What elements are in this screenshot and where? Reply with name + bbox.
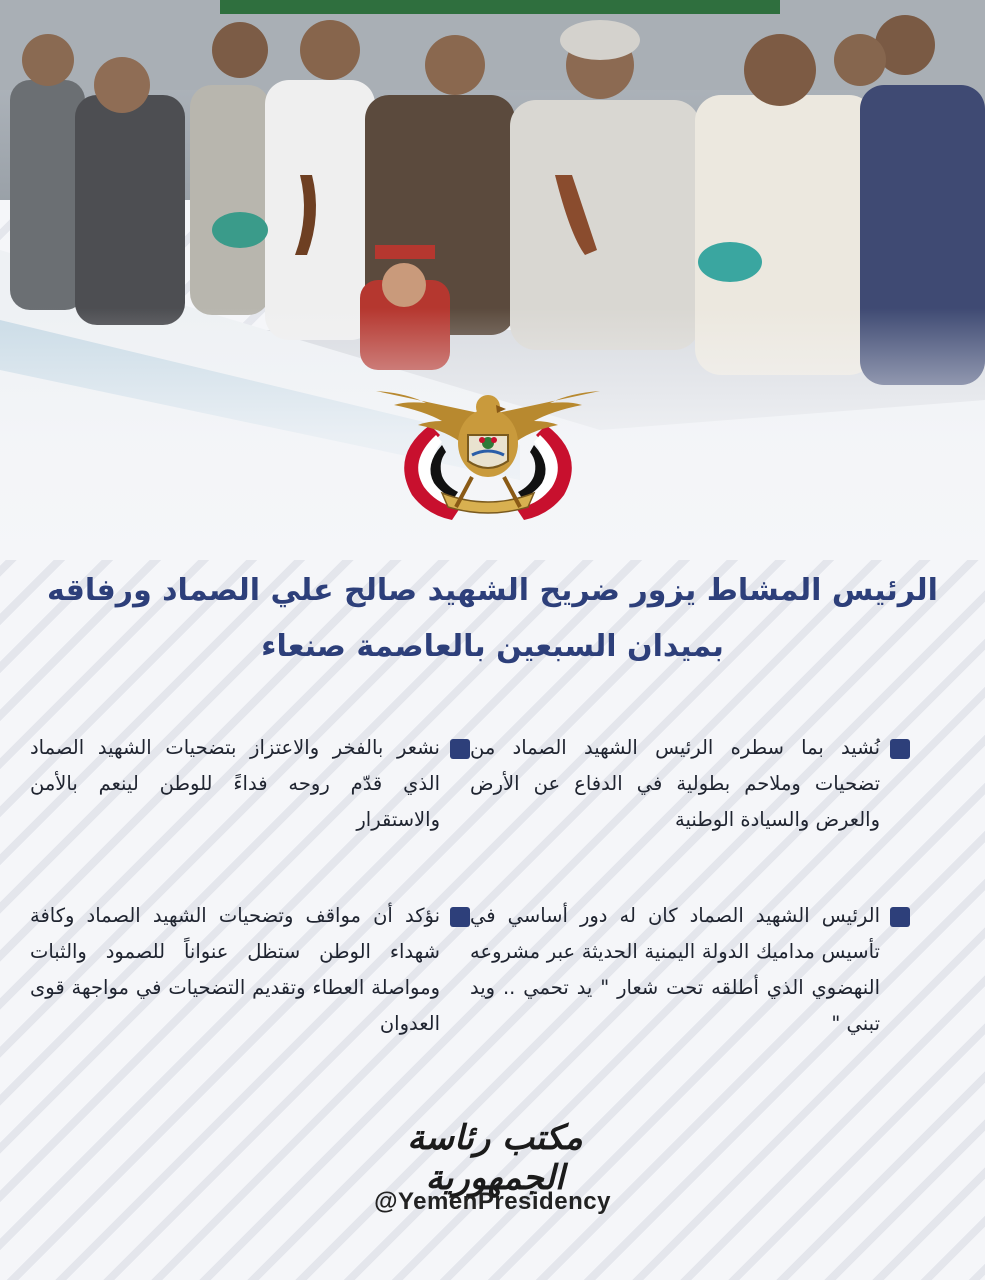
statement-text: نشعر بالفخر والاعتزاز بتضحيات الشهيد الصماد الذي قدّم روحه فداءً للوطن لينعم بالأمن والاستقرار — [30, 736, 440, 831]
headline-line-2: بميدان السبعين بالعاصمة صنعاء — [261, 629, 724, 664]
statement-2 — [30, 730, 470, 838]
square-bullet-icon — [890, 907, 910, 927]
statement-text: الرئيس الشهيد الصماد كان له دور أساسي في تأسيس مداميك الدولة اليمنية الحديثة عبر مشروعه النهضوي الذي أطلقه تحت شعار " يد تحمي .. ويد تبني " — [470, 904, 880, 1035]
statement-4 — [30, 898, 470, 1042]
headline — [40, 563, 945, 675]
square-bullet-icon — [450, 907, 470, 927]
square-bullet-icon — [450, 739, 470, 759]
social-handle: @YemenPresidency — [374, 1188, 611, 1215]
presidency-office-logo: مكتب رئاسة الجمهورية — [407, 1118, 583, 1198]
square-bullet-icon — [890, 739, 910, 759]
statement-text: نؤكد أن مواقف وتضحيات الشهيد الصماد وكافة شهداء الوطن ستظل عنواناً للصمود والثبات ومواصلة العطاء وتقديم التضحيات في مواجهة قوى العدوان — [30, 904, 440, 1035]
statement-3 — [470, 898, 910, 1042]
headline-line-1: الرئيس المشاط يزور ضريح الشهيد صالح علي الصماد ورفاقه — [47, 573, 938, 608]
statement-text: نُشيد بما سطره الرئيس الشهيد الصماد من تضحيات وملاحم بطولية في الدفاع عن الأرض والعرض والسيادة الوطنية — [470, 736, 880, 831]
yemen-emblem-icon — [372, 385, 604, 525]
statement-1 — [470, 730, 910, 838]
